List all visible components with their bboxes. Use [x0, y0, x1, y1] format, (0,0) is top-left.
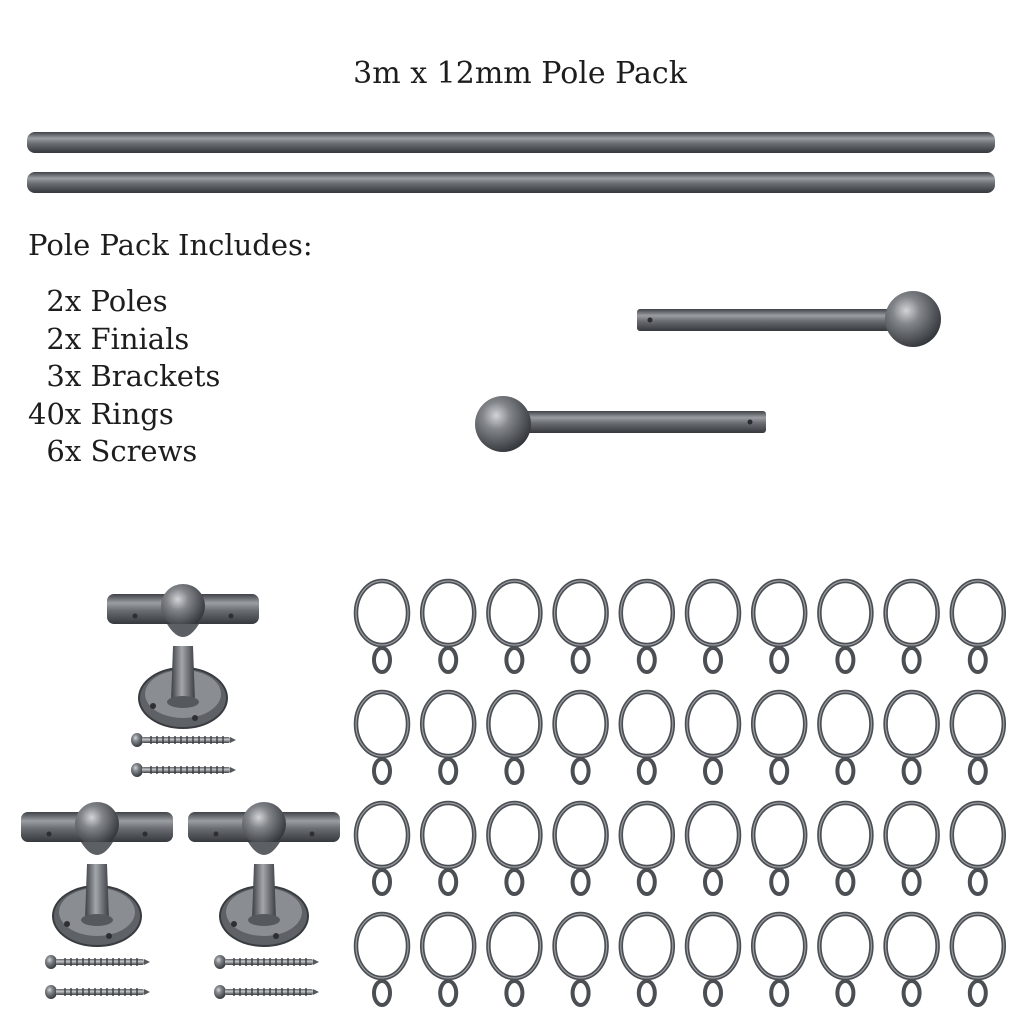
product-title: 3m x 12mm Pole Pack	[353, 56, 687, 91]
ring-icon	[488, 581, 540, 672]
screw-icon	[45, 733, 319, 999]
includes-heading: Pole Pack Includes:	[28, 228, 313, 262]
ring-icon	[819, 914, 871, 1005]
ring-icon	[753, 803, 805, 894]
ring-icon	[488, 692, 540, 783]
ring-icon	[356, 803, 408, 894]
includes-item-finials: 2x Finials	[28, 321, 190, 356]
ring-icon	[621, 692, 673, 783]
ring-icon	[886, 692, 938, 783]
pole-icon	[27, 132, 995, 193]
ring-icon	[819, 692, 871, 783]
ring-icon	[621, 803, 673, 894]
ring-icon	[621, 914, 673, 1005]
ring-icon	[819, 581, 871, 672]
ring-icon	[753, 581, 805, 672]
ring-icon	[422, 914, 474, 1005]
ring-icon	[488, 803, 540, 894]
ring-icon	[555, 803, 607, 894]
ring-icon	[952, 692, 1004, 783]
includes-item-screws: 6x Screws	[28, 434, 198, 468]
ring-icon	[356, 581, 1004, 1005]
bracket-icon	[21, 584, 340, 946]
finial-icon	[475, 291, 941, 452]
ring-icon	[687, 581, 739, 672]
ring-icon	[886, 581, 938, 672]
ring-icon	[952, 914, 1004, 1005]
ring-icon	[621, 581, 673, 672]
ring-icon	[952, 803, 1004, 894]
ring-icon	[488, 914, 540, 1005]
ring-icon	[886, 803, 938, 894]
ring-icon	[753, 692, 805, 783]
includes-item-rings: 40x Rings	[28, 396, 174, 431]
ring-icon	[422, 581, 474, 672]
ring-icon	[356, 692, 408, 783]
ring-icon	[886, 914, 938, 1005]
ring-icon	[422, 692, 474, 783]
ring-icon	[687, 803, 739, 894]
ring-icon	[687, 692, 739, 783]
ring-icon	[687, 914, 739, 1005]
ring-icon	[555, 914, 607, 1005]
ring-icon	[753, 914, 805, 1005]
includes-item-brackets: 3x Brackets	[28, 359, 221, 393]
ring-icon	[952, 581, 1004, 672]
ring-icon	[422, 803, 474, 894]
ring-icon	[819, 803, 871, 894]
ring-icon	[555, 581, 607, 672]
ring-icon	[356, 914, 408, 1005]
ring-icon	[555, 692, 607, 783]
includes-item-poles: 2x Poles	[28, 284, 168, 318]
ring-icon	[356, 581, 408, 672]
